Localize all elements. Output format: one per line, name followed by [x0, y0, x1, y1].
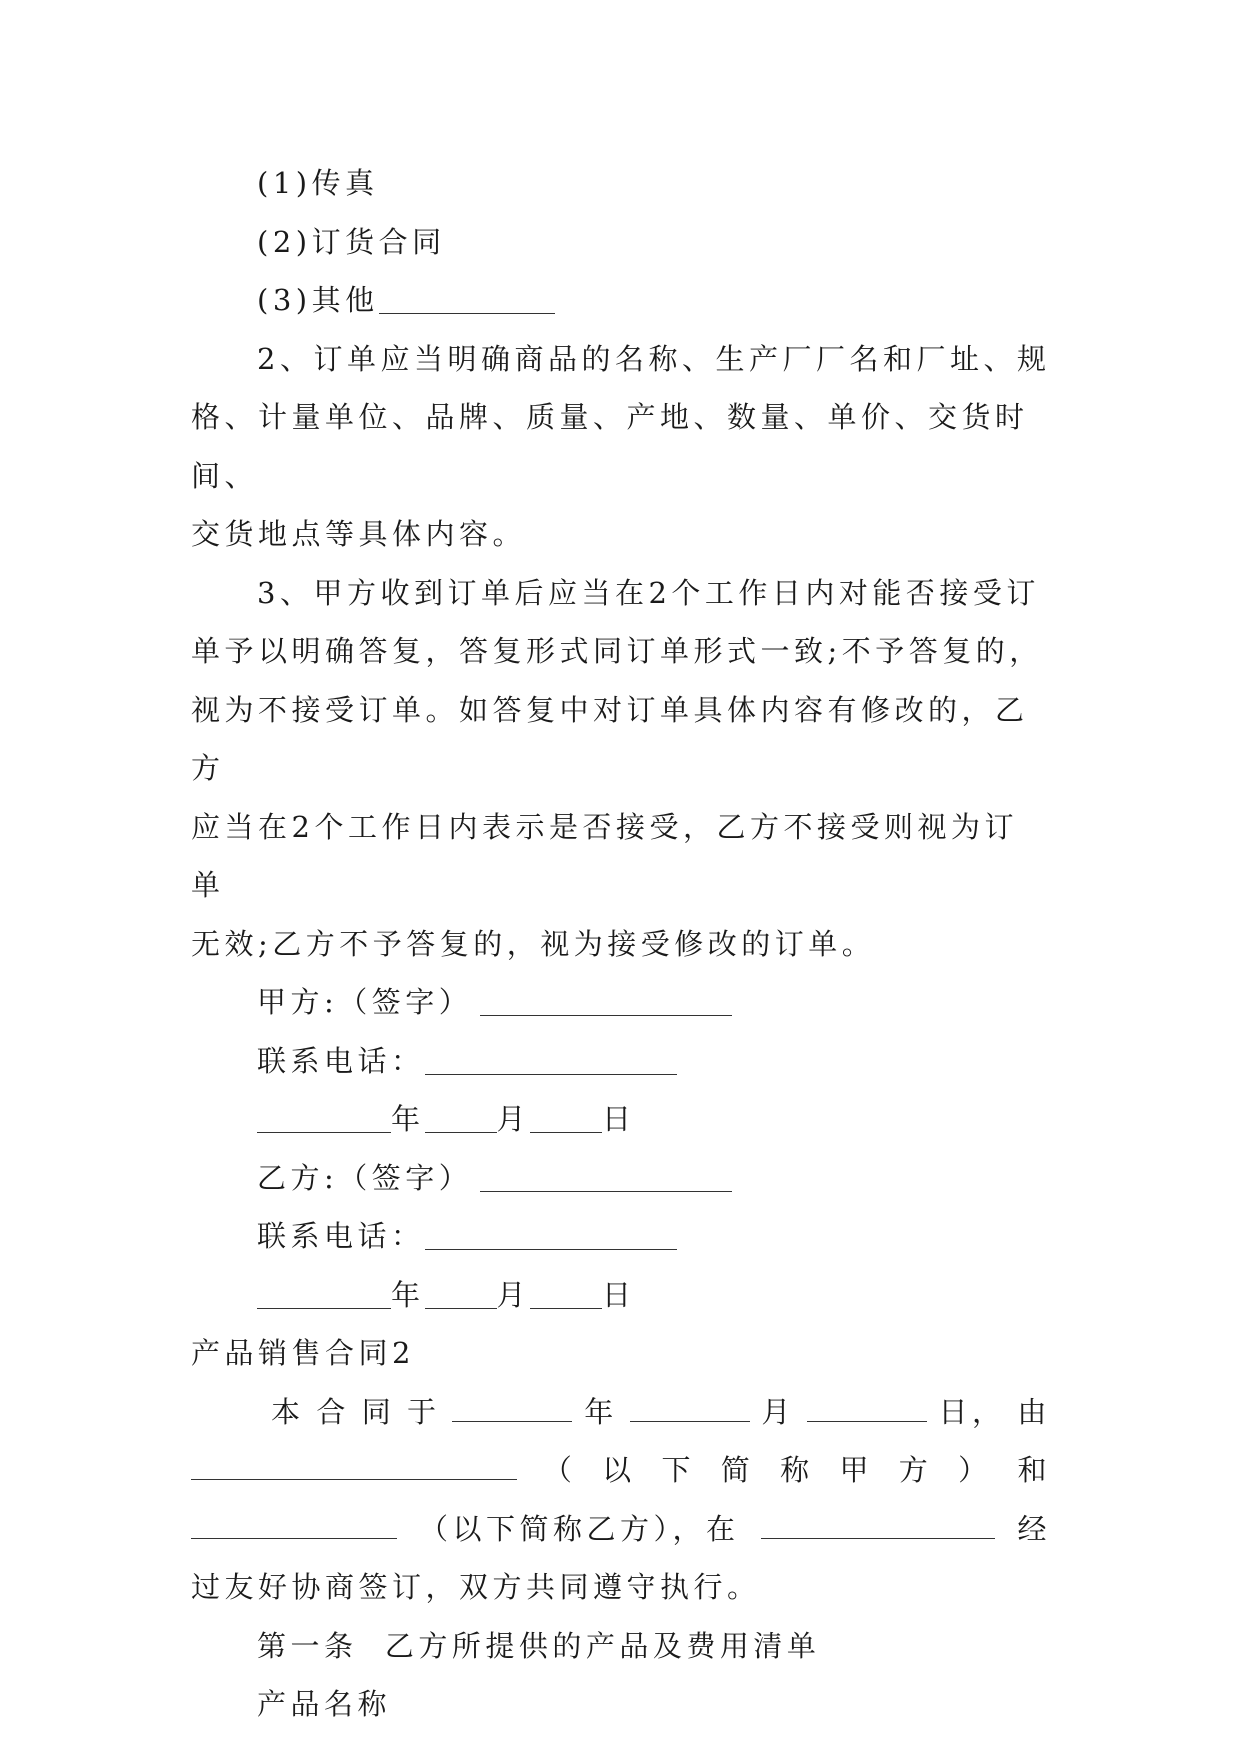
clause-3-line-3: 视为不接受订单。如答复中对订单具体内容有修改的，乙方	[191, 692, 1029, 785]
contract-2-title: 产品销售合同2	[191, 1336, 415, 1370]
contract-2-line-1: 本 合 同 于 年 月 日， 由	[191, 1383, 1051, 1442]
party-a-month-blank	[425, 1102, 497, 1133]
contract-2-line-3: （以下简称乙方），在 经	[191, 1500, 1051, 1559]
party-b-signature: 乙方:（签字）	[191, 1149, 1051, 1208]
party-b-signature-blank	[480, 1161, 732, 1192]
party-b-phone: 联系电话：	[191, 1207, 1051, 1266]
clause-3-line-4: 应当在2个工作日内表示是否接受，乙方不接受则视为订单	[191, 809, 1018, 902]
contract-2-line-2: （ 以 下 简 称 甲 方 ） 和	[191, 1441, 1051, 1500]
party-b-date: 年 月 日	[191, 1266, 1051, 1325]
party-a-signature: 甲方:（签字）	[191, 973, 1051, 1032]
clause-3-line-1: 3、甲方收到订单后应当在2个工作日内对能否接受订	[257, 575, 1040, 610]
party-a-date: 年 月 日	[191, 1090, 1051, 1149]
option-other: (3)其他	[191, 271, 1051, 330]
party-b-name-blank	[191, 1508, 397, 1539]
party-b-day-blank	[530, 1278, 602, 1309]
option-order-contract: (2)订货合同	[257, 224, 446, 259]
party-a-name-blank	[191, 1449, 517, 1480]
party-a-signature-blank	[480, 985, 732, 1016]
clause-3-line-2: 单予以明确答复，答复形式同订单形式一致;不予答复的，	[191, 634, 1043, 668]
contract-2-line-4: 过友好协商签订，双方共同遵守执行。	[191, 1570, 761, 1604]
clause-2-line-2: 格、计量单位、品牌、质量、产地、数量、单价、交货时间、	[191, 400, 1029, 493]
clause-2-line-3: 交货地点等具体内容。	[191, 517, 527, 551]
party-a-year-blank	[257, 1102, 391, 1133]
document-body	[191, 154, 1051, 1734]
party-b-year-blank	[257, 1278, 391, 1309]
option-fax: (1)传真	[257, 166, 379, 200]
other-blank	[379, 283, 555, 314]
article-1-heading: 第一条 乙方所提供的产品及费用清单	[257, 1628, 821, 1663]
location-blank	[761, 1508, 995, 1539]
product-name-label: 产品名称	[257, 1687, 392, 1721]
clause-3-line-5: 无效;乙方不予答复的，视为接受修改的订单。	[191, 926, 876, 961]
contract-year-blank	[452, 1391, 572, 1422]
clause-2-line-1: 2、订单应当明确商品的名称、生产厂厂名和厂址、规	[257, 341, 1051, 376]
party-b-phone-blank	[425, 1219, 677, 1250]
contract-day-blank	[807, 1391, 927, 1422]
party-a-phone-blank	[425, 1044, 677, 1075]
party-b-month-blank	[425, 1278, 497, 1309]
party-a-phone: 联系电话：	[191, 1032, 1051, 1091]
contract-month-blank	[630, 1391, 750, 1422]
party-a-day-blank	[530, 1102, 602, 1133]
